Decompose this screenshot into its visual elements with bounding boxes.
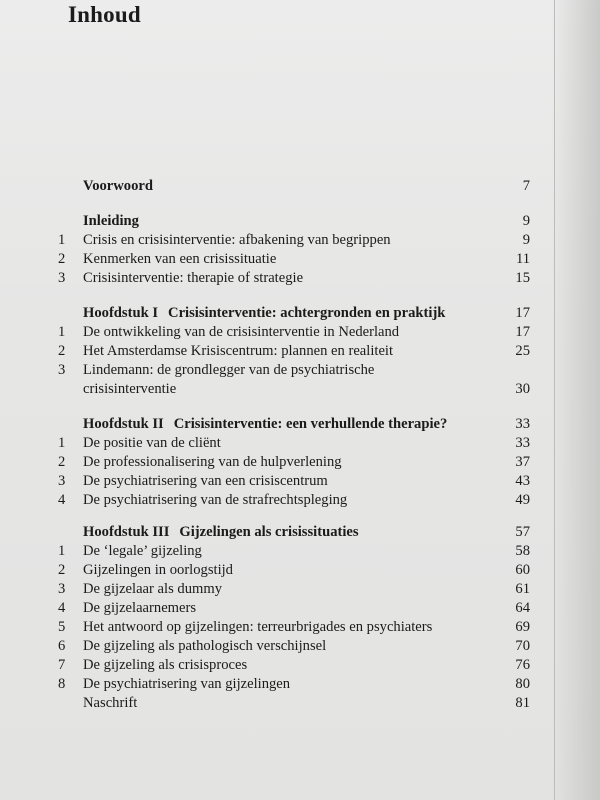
toc-item-title: De psychiatrisering van een crisiscentrum [83, 473, 328, 489]
toc-item-title: Kenmerken van een crisissituatie [83, 251, 277, 267]
toc-item-title: De gijzelaar als dummy [83, 581, 222, 597]
toc-item [0, 360, 600, 380]
toc-page-number: 70 [515, 638, 530, 654]
toc-item-title: Inleiding [83, 213, 139, 229]
toc-page-number: 58 [515, 543, 530, 559]
toc-page-number: 17 [515, 324, 530, 340]
toc-page-number: 57 [515, 524, 530, 540]
toc-item-title: Crisisinterventie: therapie of strategie [83, 270, 304, 286]
toc-page-number: 80 [515, 676, 530, 692]
toc-page-number: 9 [522, 213, 530, 229]
toc-item [0, 379, 600, 399]
toc-page-number: 7 [522, 178, 530, 194]
toc-item [0, 636, 600, 656]
toc-item-title: Crisis en crisisinterventie: afbakening van begrippen [83, 232, 391, 248]
toc-item-number: 2 [58, 454, 66, 470]
toc-item [0, 693, 600, 713]
toc-page-number: 69 [515, 619, 530, 635]
toc-item-title: crisisinterventie [83, 381, 177, 397]
toc-page-number: 49 [515, 492, 530, 508]
toc-item [0, 674, 600, 694]
toc-page-number: 33 [515, 416, 530, 432]
toc-item [0, 490, 600, 510]
toc-item-title: Het Amsterdamse Krisiscentrum: plannen en realiteit [83, 343, 394, 359]
toc-item [0, 579, 600, 599]
toc-item-title: De positie van de cliënt [83, 435, 221, 451]
toc-item [0, 598, 600, 618]
toc-item-number: 3 [58, 473, 66, 489]
toc-page-number: 81 [515, 695, 530, 711]
page-title: Inhoud [68, 2, 141, 27]
toc-item-title: De professionalisering van de hulpverlening [83, 454, 342, 470]
toc-item-number: 3 [58, 362, 66, 378]
toc-item-number: 2 [58, 343, 66, 359]
toc-page-number: 25 [515, 343, 530, 359]
toc-item [0, 452, 600, 472]
toc-page-number: 60 [515, 562, 530, 578]
toc-item-title: De gijzelaarnemers [83, 600, 197, 616]
chapter-label: Hoofdstuk I [83, 305, 159, 321]
toc-item-title: Gijzelingen in oorlogstijd [83, 562, 233, 578]
toc-item [0, 433, 600, 453]
toc-page-number: 9 [522, 232, 530, 248]
toc-item-number: 8 [58, 676, 66, 692]
chapter-title: Crisisinterventie: een verhullende therapie? [173, 416, 448, 432]
toc-heading [0, 176, 600, 196]
toc-page-number: 17 [515, 305, 530, 321]
toc-page-number: 30 [515, 381, 530, 397]
toc-item-title: De gijzeling als pathologisch verschijnsel [83, 638, 327, 654]
toc-page-number: 76 [515, 657, 530, 673]
toc-item-number: 2 [58, 562, 66, 578]
toc-item [0, 268, 600, 288]
toc-item-title [83, 303, 445, 323]
toc-item-title: Voorwoord [83, 178, 153, 194]
toc-item-number: 2 [58, 251, 66, 267]
chapter-title: Crisisinterventie: achtergronden en praktijk [168, 305, 446, 321]
toc-item-title: De gijzeling als crisisproces [83, 657, 248, 673]
toc-item-title: De ‘legale’ gijzeling [83, 543, 202, 559]
toc-item-title: De psychiatrisering van gijzelingen [83, 676, 291, 692]
toc-item-title: De ontwikkeling van de crisisinterventie in Nederland [83, 324, 400, 340]
chapter-label: Hoofdstuk III [83, 524, 170, 540]
toc-item-title: Het antwoord op gijzelingen: terreurbrigades en psychiaters [83, 619, 433, 635]
chapter-title: Gijzelingen als crisissituaties [179, 524, 359, 540]
toc-item-number: 4 [58, 492, 66, 508]
toc-item-number: 1 [58, 435, 66, 451]
toc-chapter-heading [0, 522, 600, 542]
toc-page-number: 61 [515, 581, 530, 597]
toc-page-number: 11 [515, 251, 530, 267]
toc-item-number: 3 [58, 581, 66, 597]
toc-item-title: Naschrift [83, 695, 138, 711]
toc-item-title [83, 414, 447, 434]
toc-heading [0, 211, 600, 231]
toc-item-number: 3 [58, 270, 66, 286]
toc-item [0, 322, 600, 342]
toc-item [0, 655, 600, 675]
toc-chapter-heading [0, 414, 600, 434]
toc-item-number: 4 [58, 600, 66, 616]
toc-item [0, 617, 600, 637]
toc-item-number: 7 [58, 657, 66, 673]
toc-item-title: Lindemann: de grondlegger van de psychiatrische [83, 362, 375, 378]
toc-item-number: 1 [58, 543, 66, 559]
toc-item [0, 249, 600, 269]
toc-item [0, 560, 600, 580]
chapter-label: Hoofdstuk II [83, 416, 164, 432]
toc-page-number: 33 [515, 435, 530, 451]
toc-page-number: 43 [515, 473, 530, 489]
toc-item-title [83, 522, 359, 542]
toc-item-number: 6 [58, 638, 66, 654]
toc-page-number: 37 [515, 454, 530, 470]
toc-chapter-heading [0, 303, 600, 323]
toc-page-number: 15 [515, 270, 530, 286]
toc-item [0, 471, 600, 491]
toc-item [0, 230, 600, 250]
toc-item-number: 5 [58, 619, 66, 635]
toc-item-number: 1 [58, 324, 66, 340]
toc-item [0, 541, 600, 561]
toc-item-title: De psychiatrisering van de strafrechtspleging [83, 492, 348, 508]
toc-page-number: 64 [515, 600, 530, 616]
toc-item-number: 1 [58, 232, 66, 248]
toc-item [0, 341, 600, 361]
